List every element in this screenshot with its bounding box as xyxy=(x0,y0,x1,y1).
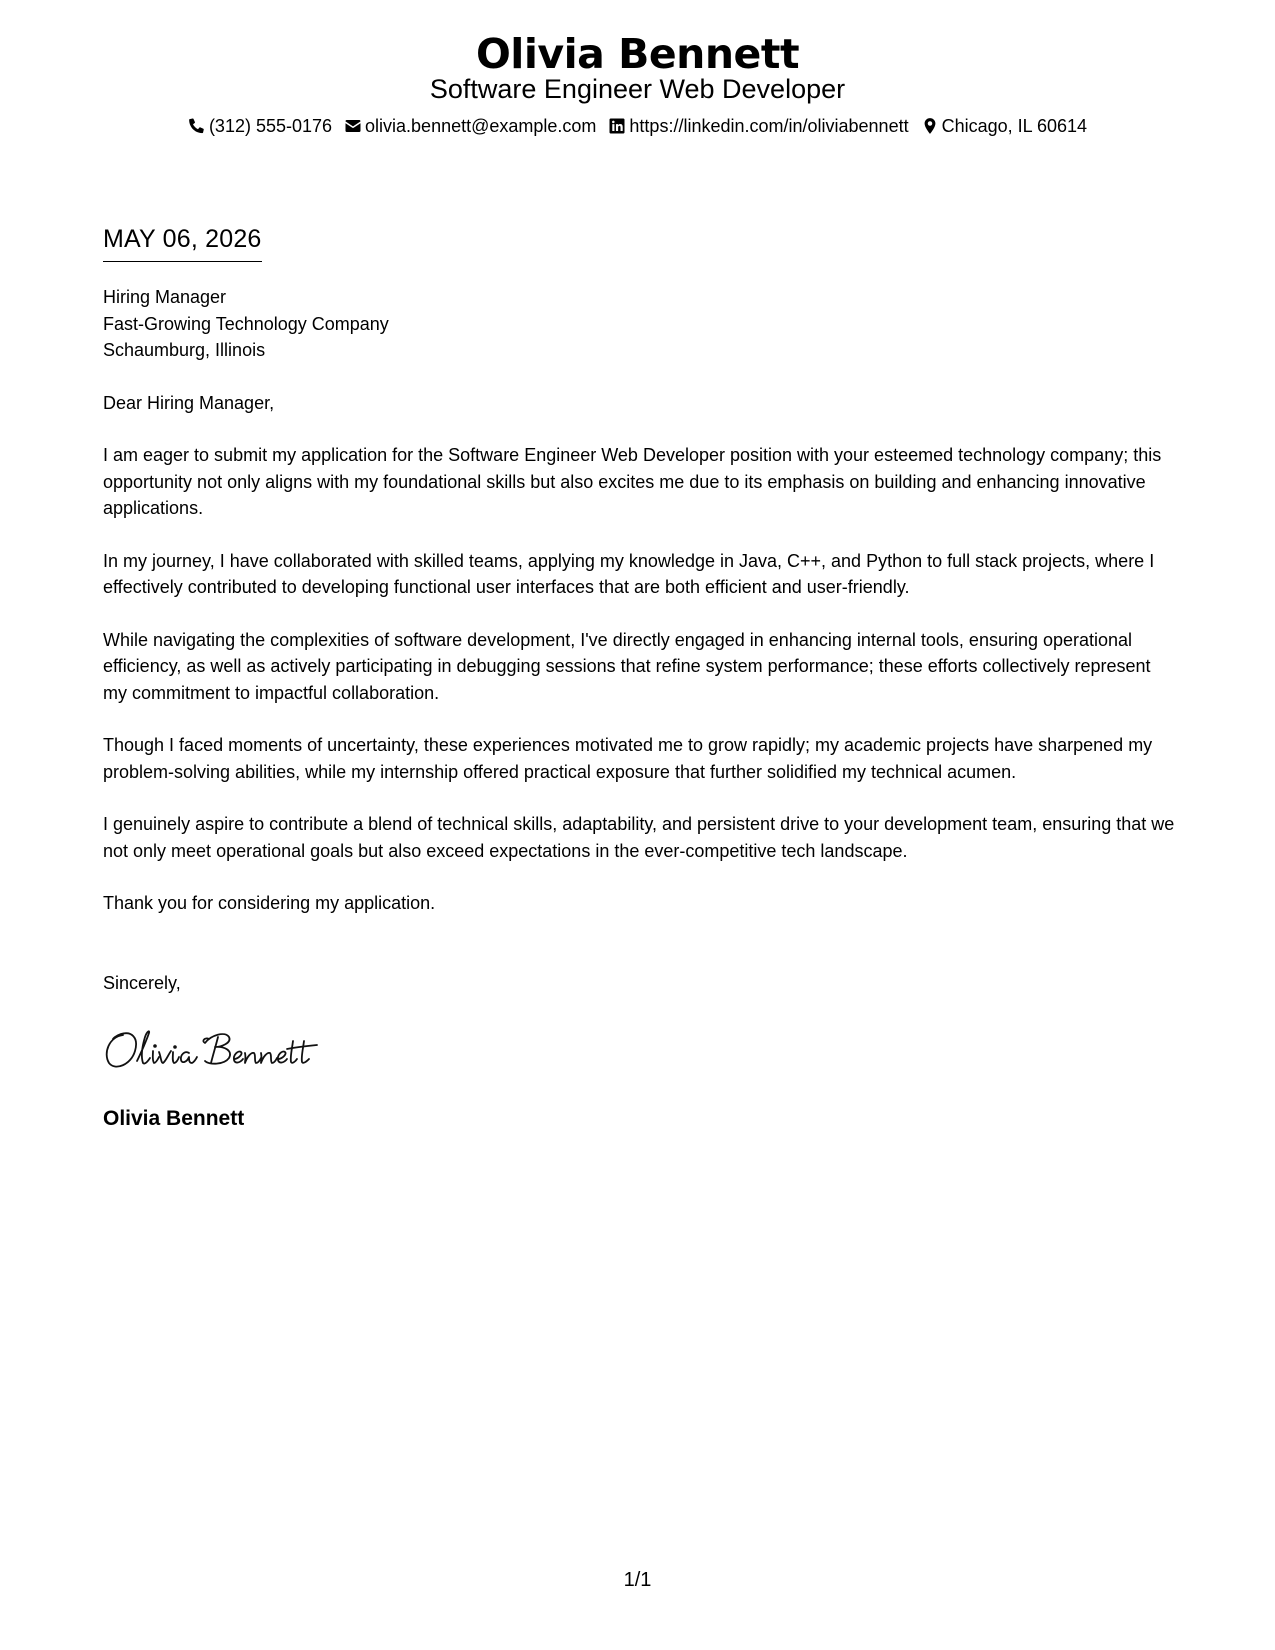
recipient-block xyxy=(103,284,1178,364)
body-paragraph: Thank you for considering my application. xyxy=(103,893,436,913)
location-text: Chicago, IL 60614 xyxy=(941,115,1088,136)
contact-email[interactable] xyxy=(344,114,596,138)
handwritten-signature xyxy=(101,1025,321,1075)
letter-body xyxy=(103,284,1178,943)
linkedin-url[interactable]: https://linkedin.com/in/oliviabennett xyxy=(629,115,909,136)
linkedin-icon xyxy=(608,117,626,135)
letter-header xyxy=(0,30,1275,138)
letter-date: MAY 06, 2026 xyxy=(103,222,262,262)
contact-linkedin[interactable] xyxy=(608,114,908,138)
contact-location xyxy=(921,114,1087,138)
contact-info xyxy=(0,114,1275,138)
applicant-name: Olivia Bennett xyxy=(475,30,800,78)
phone-icon xyxy=(188,117,206,135)
phone-number: (312) 555-0176 xyxy=(208,115,333,136)
body-paragraph: While navigating the complexities of software development, I've directly engaged in enhancing internal tools, ensuring operational efficiency, as well as actively participating in debugging sessions that refine system performance; these efforts collectively represent my commitment to impactful collaboration. xyxy=(103,629,1151,703)
envelope-icon xyxy=(344,117,362,135)
recipient-line: Hiring Manager xyxy=(103,287,227,307)
job-title: Software Engineer Web Developer xyxy=(429,74,846,105)
email-address[interactable]: olivia.bennett@example.com xyxy=(365,115,597,136)
recipient-line: Schaumburg, Illinois xyxy=(103,340,266,360)
recipient-line: Fast-Growing Technology Company xyxy=(103,313,389,334)
salutation: Dear Hiring Manager, xyxy=(103,392,275,413)
body-paragraph: I genuinely aspire to contribute a blend of technical skills, adaptability, and persistent drive to your development team, ensuring that we not only meet operational goals but also exceed expectations in the ever-competitive tech landscape. xyxy=(103,814,1175,861)
page-number: 1/1 xyxy=(623,1569,652,1591)
body-paragraph: In my journey, I have collaborated with skilled teams, applying my knowledge in Java, C++, and Python to full stack projects, where I effectively contributed to developing functional user interfaces that are both efficient and user-friendly. xyxy=(103,550,1155,597)
signer-name: Olivia Bennett xyxy=(103,1107,245,1130)
body-paragraph: I am eager to submit my application for the Software Engineer Web Developer position with your esteemed technology company; this opportunity not only aligns with my foundational skills but also excites me due to its emphasis on building and enhancing innovative applications. xyxy=(103,445,1162,518)
contact-phone xyxy=(188,114,332,138)
closing-line: Sincerely, xyxy=(103,973,181,993)
map-marker-icon xyxy=(921,117,939,135)
body-paragraph: Though I faced moments of uncertainty, these experiences motivated me to grow rapidly; my academic projects have sharpened my problem-solving abilities, while my internship offered practical exposure that further solidified my technical acumen. xyxy=(103,735,1153,782)
